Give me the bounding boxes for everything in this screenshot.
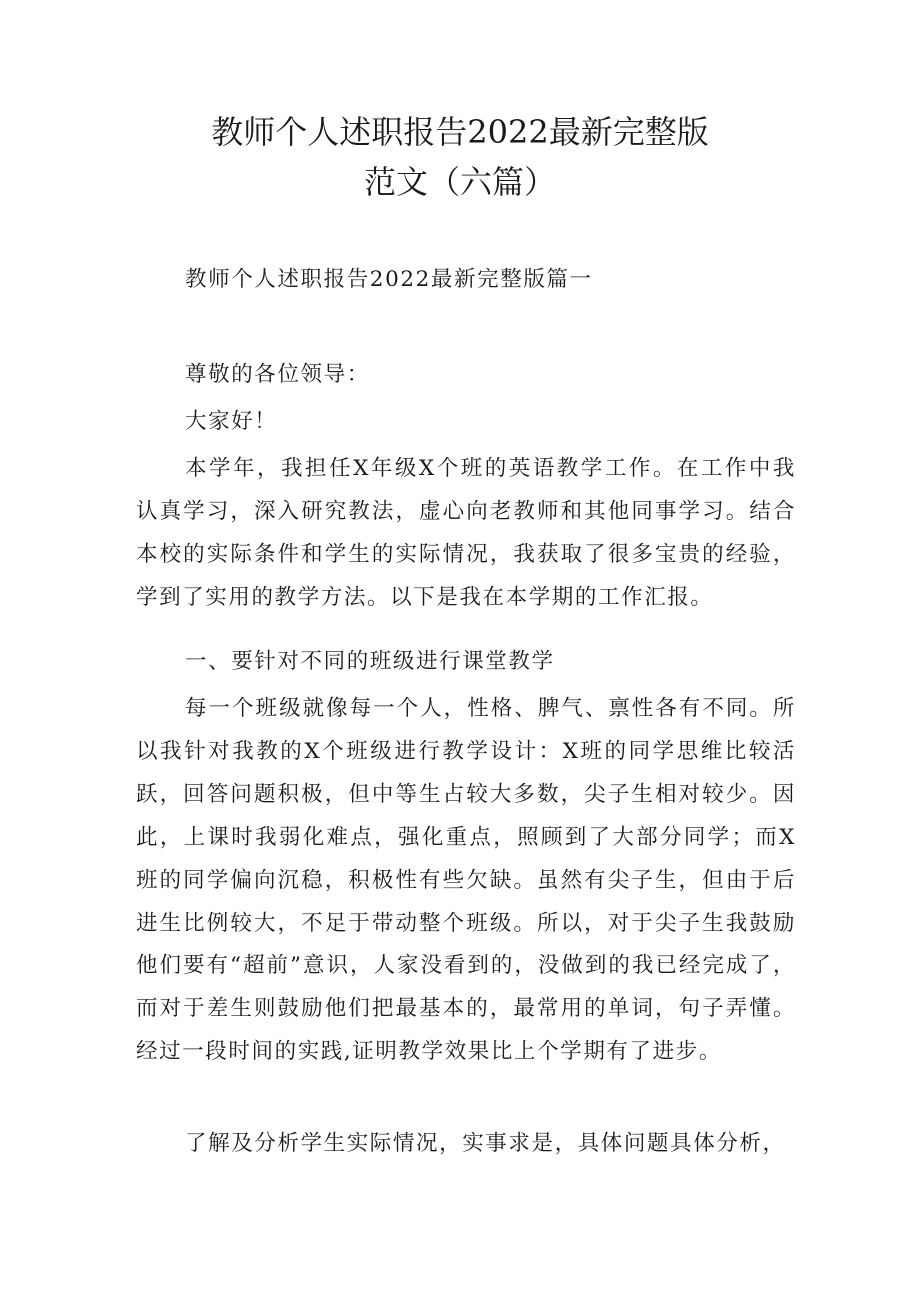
body-paragraph-1: 每一个班级就像每一个人，性格、脾气、禀性各有不同。所以我针对我教的X个班级进行教学设计：X班的同学思维比较活跃，回答问题积极，但中等生占较大多数，尖子生相对较少。因此，上课时我弱化难点，强化重点，照顾到了大部分同学；而X班的同学偏向沉稳，积极性有些欠缺。虽然有尖子生，但由于后进生比例较大，不足于带动整个班级。所以，对于尖子生我鼓励他们要有“超前”意识，人家没看到的，没做到的我已经完成了，而对于差生则鼓励他们把最基本的，最常用的单词，句子弄懂。经过一段时间的实践,证明教学效果比上个学期有了进步。 <box>136 696 796 1065</box>
subheading-1: 一、要针对不同的班级进行课堂教学 <box>185 649 555 674</box>
intro-paragraph: 本学年，我担任X年级X个班的英语教学工作。在工作中我认真学习，深入研究教法，虚心向老教师和其他同事学习。结合本校的实际条件和学生的实际情况，我获取了很多宝贵的经验，学到了实用的教学方法。以下是我在本学期的工作汇报。 <box>136 456 796 610</box>
document-title-line-2: 范文（六篇） <box>363 163 556 201</box>
salutation: 尊敬的各位领导： <box>185 362 370 387</box>
greeting: 大家好！ <box>185 409 278 434</box>
body-paragraph-2: 了解及分析学生实际情况，实事求是，具体问题具体分析， <box>185 1131 786 1156</box>
document-title-line-1: 教师个人述职报告2022最新完整版 <box>211 113 709 151</box>
section-heading: 教师个人述职报告2022最新完整版篇一 <box>185 267 593 292</box>
